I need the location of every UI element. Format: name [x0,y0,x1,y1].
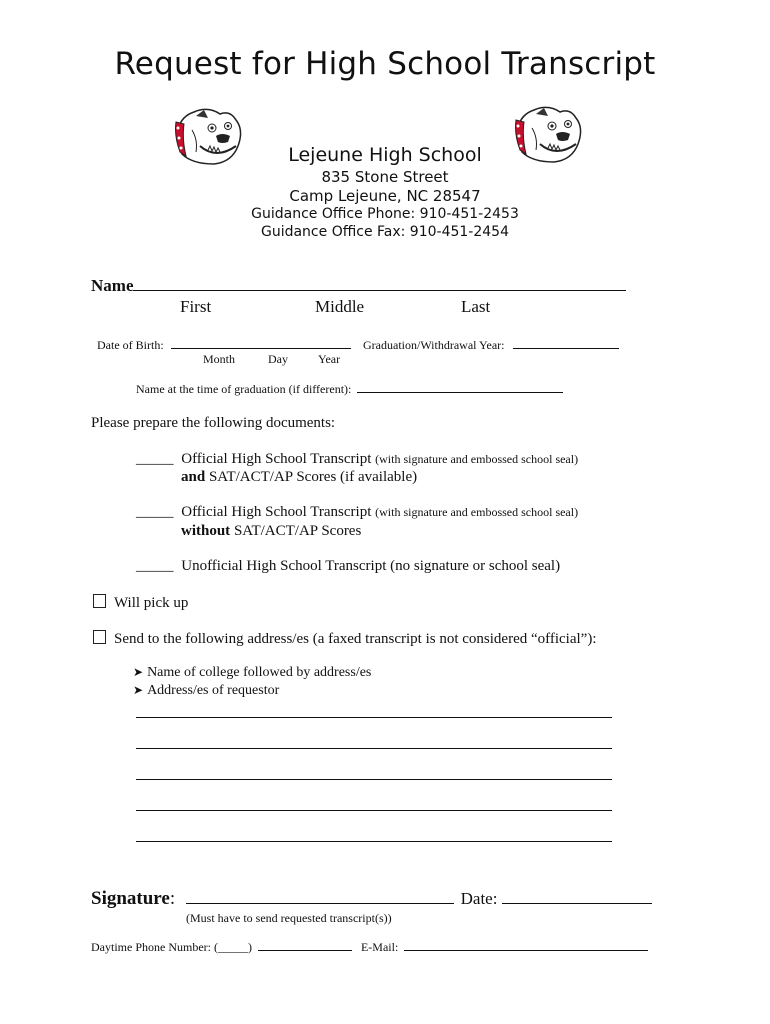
dob-field[interactable] [171,348,351,349]
date-field[interactable] [502,903,652,904]
school-city: Camp Lejeune, NC 28547 [289,187,481,205]
name-field[interactable] [133,290,626,291]
bullet-requestor [133,683,279,699]
guidance-fax: Guidance Office Fax: 910-451-2454 [260,224,509,240]
bullet-college-text: Name of college followed by address/es [147,665,372,680]
doc-rest-2: SAT/ACT/AP Scores [233,523,362,539]
name-at-grad-label: Name at the time of graduation (if different): [136,382,352,396]
pickup-option[interactable] [93,594,188,612]
guidance-phone: Guidance Office Phone: 910-451-2453 [251,206,519,222]
doc-main-3: Unofficial High School Transcript (no signature or school seal) [181,558,561,574]
send-option[interactable] [93,630,597,648]
address-line-3[interactable] [136,779,612,780]
middle-label: Middle [315,297,365,316]
address-line-4[interactable] [136,810,612,811]
doc-blank-3[interactable]: _____ [136,558,174,574]
date-label: Date: [460,889,498,908]
doc-option-2[interactable] [136,504,578,521]
doc-option-1[interactable] [136,451,578,468]
month-label: Month [203,352,236,366]
arrow-bullet-icon: ➤ [133,665,144,679]
signature-colon: : [169,888,176,909]
signature-field[interactable] [186,903,454,904]
documents-intro: Please prepare the following documents: [91,415,336,431]
name-at-grad-field[interactable] [357,392,563,393]
doc-blank-2[interactable]: _____ [136,504,174,520]
signature-label: Signature [91,888,170,909]
doc-note-2: (with signature and embossed school seal) [375,505,579,519]
name-row [91,276,626,296]
address-line-5[interactable] [136,841,612,842]
school-name: Lejeune High School [288,144,482,166]
school-street: 835 Stone Street [321,168,449,186]
doc-bold-1: and [181,469,206,485]
send-checkbox[interactable] [93,630,106,644]
contact-row [91,940,648,955]
email-field[interactable] [404,950,648,951]
name-label: Name [91,276,134,295]
doc-blank-1[interactable]: _____ [136,451,174,467]
doc-scores-2 [181,523,361,540]
doc-rest-1: SAT/ACT/AP Scores (if available) [208,469,418,485]
last-label: Last [461,297,491,316]
address-line-2[interactable] [136,748,612,749]
doc-main-1: Official High School Transcript [181,451,372,467]
pickup-checkbox[interactable] [93,594,106,608]
day-label: Day [268,352,288,366]
page-title: Request for High School Transcript [114,46,656,82]
pickup-label: Will pick up [114,595,189,611]
email-label: E-Mail: [360,940,399,954]
doc-bold-2: without [181,523,231,539]
first-label: First [180,297,212,316]
send-label: Send to the following address/es (a faxed transcript is not considered “official”): [114,631,597,647]
doc-main-2: Official High School Transcript [181,504,372,520]
dob-row [97,338,351,353]
bullet-requestor-text: Address/es of requestor [147,683,280,698]
signature-note: (Must have to send requested transcript(s)) [186,911,392,925]
phone-field[interactable] [258,950,352,951]
grad-year-row [363,338,619,353]
doc-scores-1 [181,469,417,486]
dob-label: Date of Birth: [97,338,164,352]
phone-label: Daytime Phone Number: (_____) [91,940,252,954]
name-at-grad-row [136,382,563,397]
grad-year-label: Graduation/Withdrawal Year: [363,338,505,352]
arrow-bullet-icon: ➤ [133,683,144,697]
bullet-college [133,665,371,681]
grad-year-field[interactable] [513,348,619,349]
signature-row [91,888,652,910]
year-label: Year [318,352,341,366]
doc-note-1: (with signature and embossed school seal) [375,452,579,466]
address-line-1[interactable] [136,717,612,718]
doc-option-3[interactable] [136,558,560,575]
